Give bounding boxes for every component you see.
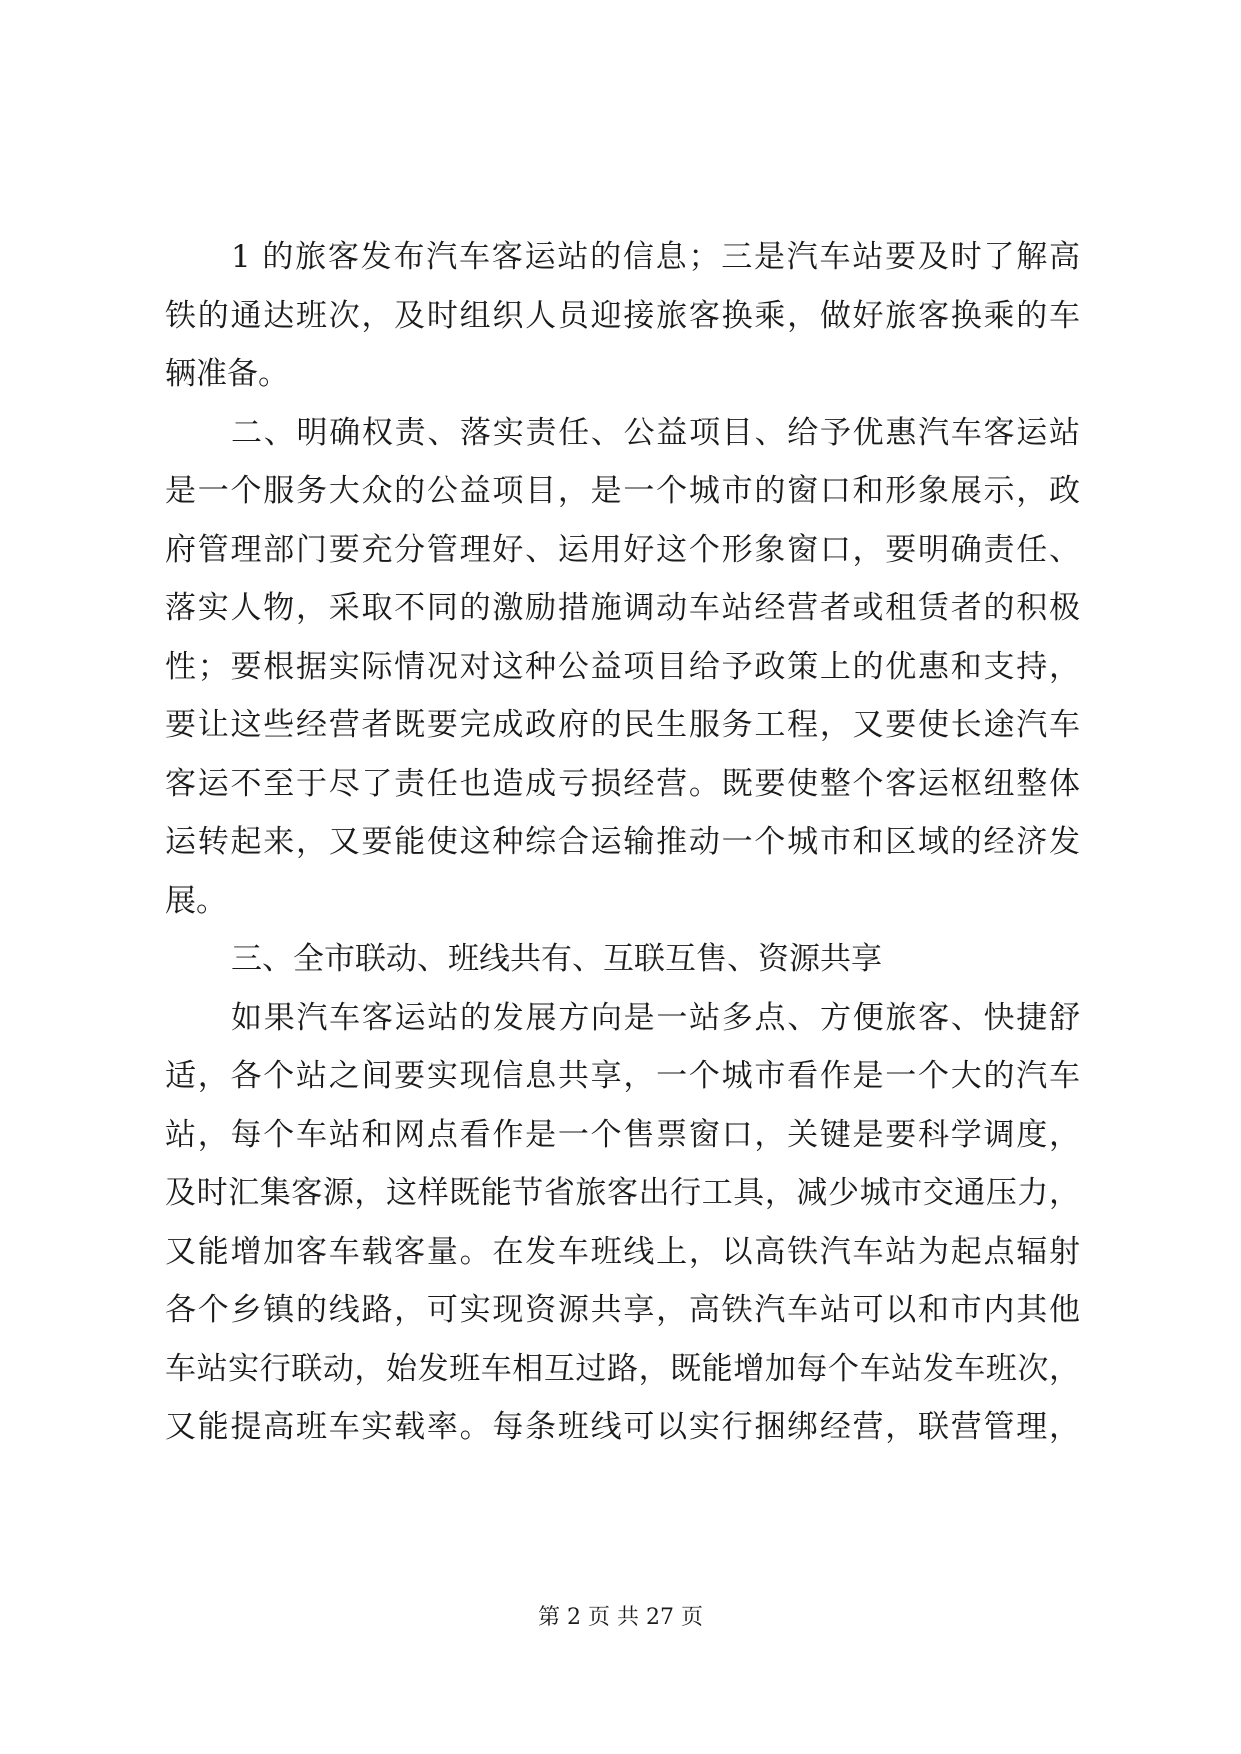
text-line: 客运不至于尽了责任也造成亏损经营。既要使整个客运枢纽整体	[165, 765, 1080, 802]
text-line: 落实人物，采取不同的激励措施调动车站经营者或租赁者的积极	[165, 590, 1080, 626]
text-line: 运转起来，又要能使这种综合运输推动一个城市和区域的经济发	[165, 824, 1080, 860]
text-line: 辆准备。	[165, 356, 289, 392]
text-line: 是一个服务大众的公益项目，是一个城市的窗口和形象展示，政	[165, 473, 1080, 509]
text-line: 1 的旅客发布汽车客运站的信息；三是汽车站要及时了解高	[231, 239, 1080, 275]
text-line: 二、明确权责、落实责任、公益项目、给予优惠汽车客运站	[231, 414, 1080, 451]
section-heading: 三、全市联动、班线共有、互联互售、资源共享	[231, 941, 882, 977]
text-line: 展。	[165, 882, 227, 919]
page-number: 第 2 页 共 27 页	[538, 1605, 703, 1630]
text-line: 要让这些经营者既要完成政府的民生服务工程，又要使长途汽车	[165, 707, 1080, 743]
text-line: 又能增加客车载客量。在发车班线上，以高铁汽车站为起点辐射	[165, 1233, 1080, 1270]
text-line: 铁的通达班次，及时组织人员迎接旅客换乘，做好旅客换乘的车	[165, 297, 1080, 334]
text-line: 车站实行联动，始发班车相互过路，既能增加每个车站发车班次，	[165, 1350, 1080, 1387]
body-text	[165, 228, 1080, 1457]
text-line: 又能提高班车实载率。每条班线可以实行捆绑经营，联营管理，	[165, 1409, 1080, 1445]
text-line: 站，每个车站和网点看作是一个售票窗口，关键是要科学调度，	[165, 1116, 1080, 1153]
text-line: 如果汽车客运站的发展方向是一站多点、方便旅客、快捷舒	[231, 999, 1080, 1036]
text-line: 性；要根据实际情况对这种公益项目给予政策上的优惠和支持，	[165, 648, 1080, 685]
text-line: 各个乡镇的线路，可实现资源共享，高铁汽车站可以和市内其他	[165, 1292, 1080, 1328]
text-line: 及时汇集客源，这样既能节省旅客出行工具，减少城市交通压力，	[165, 1175, 1080, 1211]
text-line: 府管理部门要充分管理好、运用好这个形象窗口，要明确责任、	[165, 531, 1080, 568]
text-line: 适，各个站之间要实现信息共享，一个城市看作是一个大的汽车	[165, 1058, 1080, 1094]
